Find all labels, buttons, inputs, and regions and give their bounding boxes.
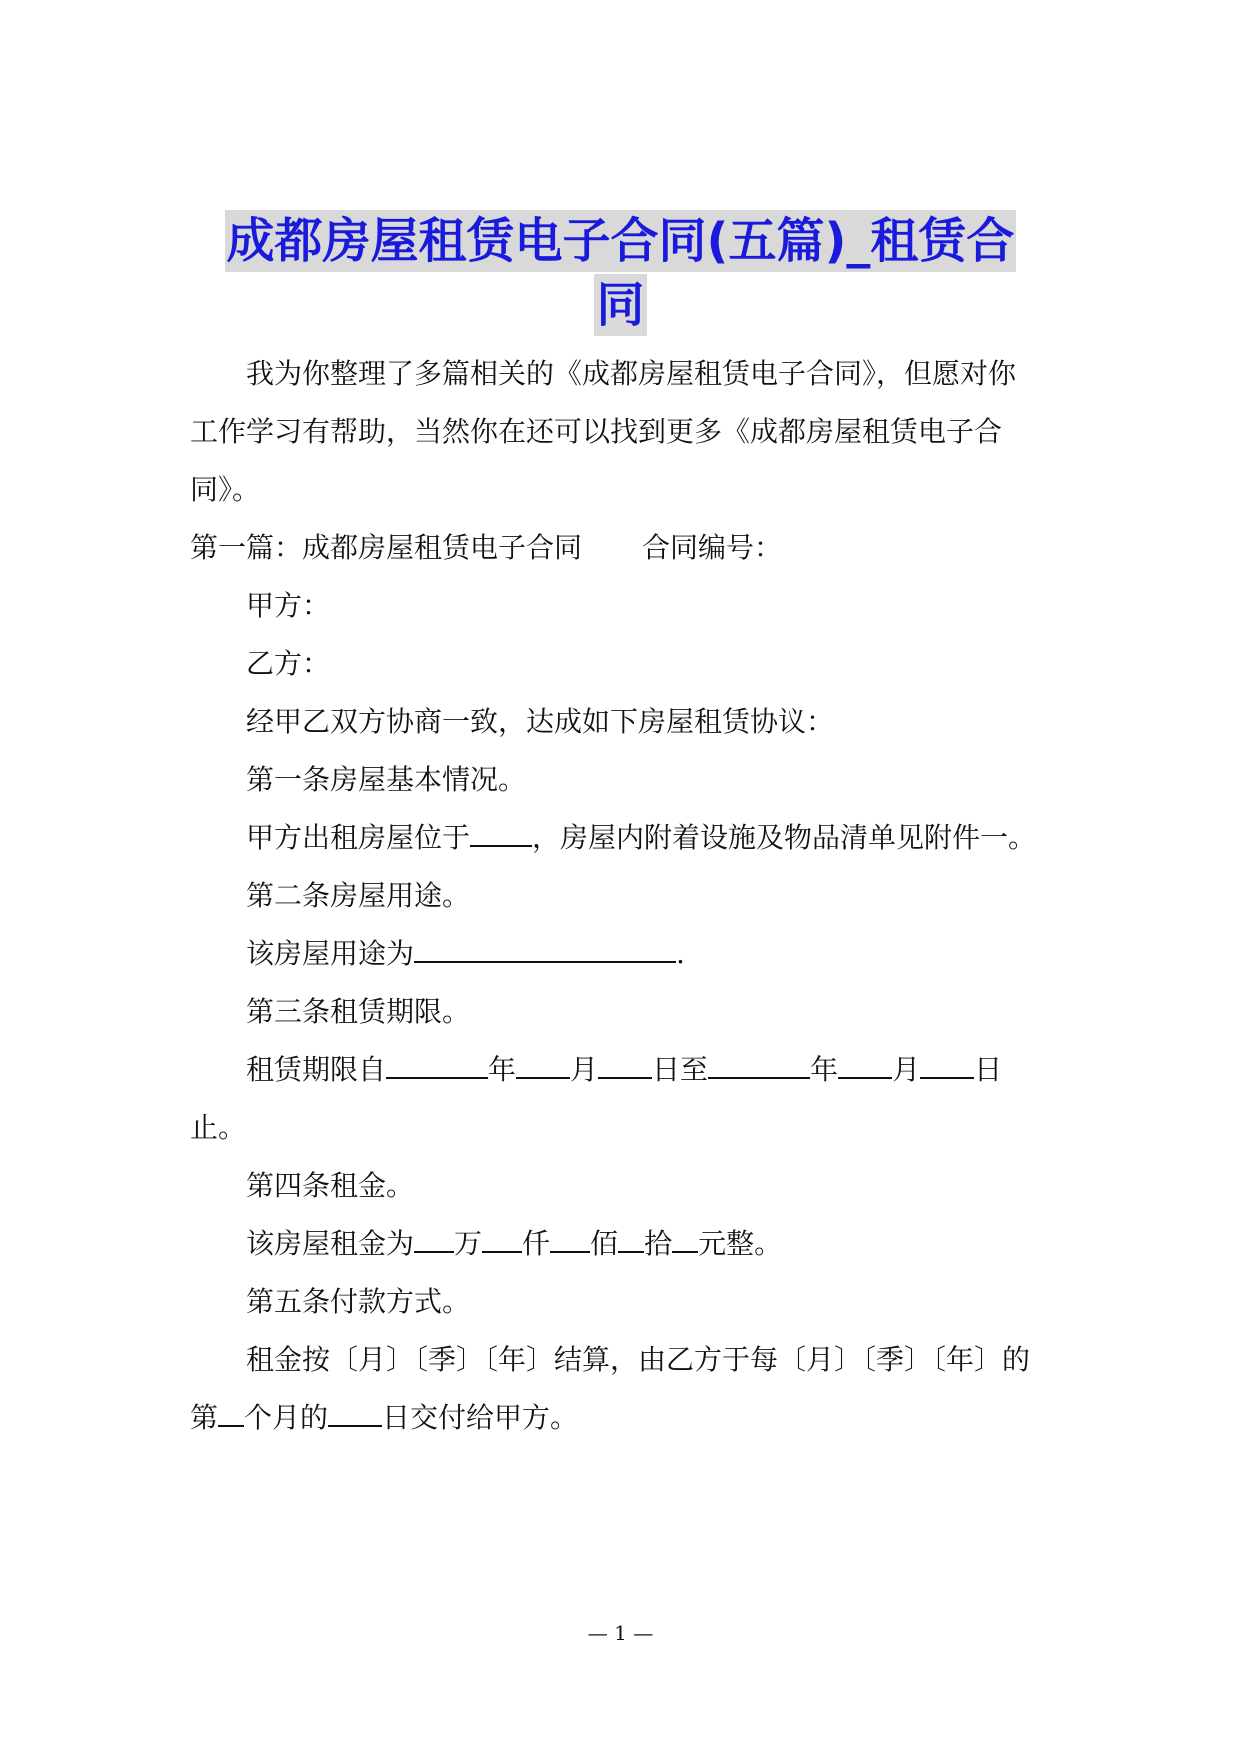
payment-ordinal-label: 第	[190, 1401, 219, 1434]
contract-number-label: 合同编号：	[642, 531, 783, 564]
intro-line-2: 工作学习有帮助，当然你在还可以找到更多《成都房屋租赁电子合	[190, 415, 1003, 448]
month-label: 月	[892, 1053, 921, 1086]
article-1-text-before: 甲方出租房屋位于	[246, 821, 471, 854]
rent-label: 该房屋租金为	[246, 1227, 415, 1260]
payment-month-blank	[218, 1397, 244, 1427]
article-2-title: 第二条房屋用途。	[246, 879, 471, 912]
agreement-statement: 经甲乙双方协商一致，达成如下房屋租赁协议：	[246, 705, 835, 738]
article-2-text-after: .	[676, 937, 685, 970]
month-label: 月	[570, 1053, 599, 1086]
start-year-blank	[386, 1049, 488, 1079]
article-2-text-before: 该房屋用途为	[246, 937, 415, 970]
title-line-1: 成都房屋租赁电子合同(五篇)_租赁合	[225, 210, 1017, 272]
yuan-label: 元整。	[698, 1227, 783, 1260]
article-5-title: 第五条付款方式。	[246, 1285, 471, 1318]
article-1-text	[246, 816, 1116, 856]
title-line-2: 同	[594, 274, 646, 336]
party-a-label: 甲方：	[246, 589, 331, 622]
intro-line-1: 我为你整理了多篇相关的《成都房屋租赁电子合同》，但愿对你	[246, 357, 1017, 390]
qian-blank	[482, 1223, 522, 1253]
end-day-blank	[920, 1049, 974, 1079]
page-number: — 1 —	[587, 1621, 654, 1645]
usage-blank	[414, 933, 676, 963]
article-3-text	[246, 1048, 1116, 1088]
article-4-text	[246, 1222, 1116, 1262]
payment-day-blank	[328, 1397, 382, 1427]
bai-label: 佰	[590, 1227, 619, 1260]
wan-label: 万	[454, 1227, 483, 1260]
article-5-line-1: 租金按〔月〕〔季〕〔年〕结算，由乙方于每〔月〕〔季〕〔年〕的	[246, 1343, 1031, 1376]
article-5-line-2	[190, 1396, 1060, 1436]
yuan-blank	[672, 1223, 698, 1253]
document-title	[0, 210, 1241, 336]
section-heading-row	[190, 526, 1060, 566]
article-3-title: 第三条租赁期限。	[246, 995, 471, 1028]
article-3-text-end: 止。	[190, 1111, 247, 1144]
lease-from-label: 租赁期限自	[246, 1053, 387, 1086]
location-blank	[470, 817, 532, 847]
article-1-text-after: ，房屋内附着设施及物品清单见附件一。	[532, 821, 1037, 854]
end-year-blank	[708, 1049, 810, 1079]
start-month-blank	[516, 1049, 570, 1079]
payment-day-label: 日交付给甲方。	[382, 1401, 579, 1434]
year-label: 年	[488, 1053, 517, 1086]
party-b-label: 乙方：	[246, 647, 331, 680]
payment-month-label: 个月的	[244, 1401, 329, 1434]
article-2-text	[246, 932, 1116, 972]
wan-blank	[414, 1223, 454, 1253]
bai-blank	[550, 1223, 590, 1253]
section-heading: 第一篇：成都房屋租赁电子合同	[190, 531, 583, 564]
end-month-blank	[838, 1049, 892, 1079]
article-1-title: 第一条房屋基本情况。	[246, 763, 527, 796]
day-to-label: 日至	[652, 1053, 709, 1086]
qian-label: 仟	[522, 1227, 551, 1260]
article-4-title: 第四条租金。	[246, 1169, 415, 1202]
start-day-blank	[598, 1049, 652, 1079]
shi-label: 拾	[644, 1227, 673, 1260]
shi-blank	[618, 1223, 644, 1253]
day-label: 日	[974, 1053, 1003, 1086]
intro-line-3: 同》。	[190, 473, 261, 506]
year-label: 年	[810, 1053, 839, 1086]
